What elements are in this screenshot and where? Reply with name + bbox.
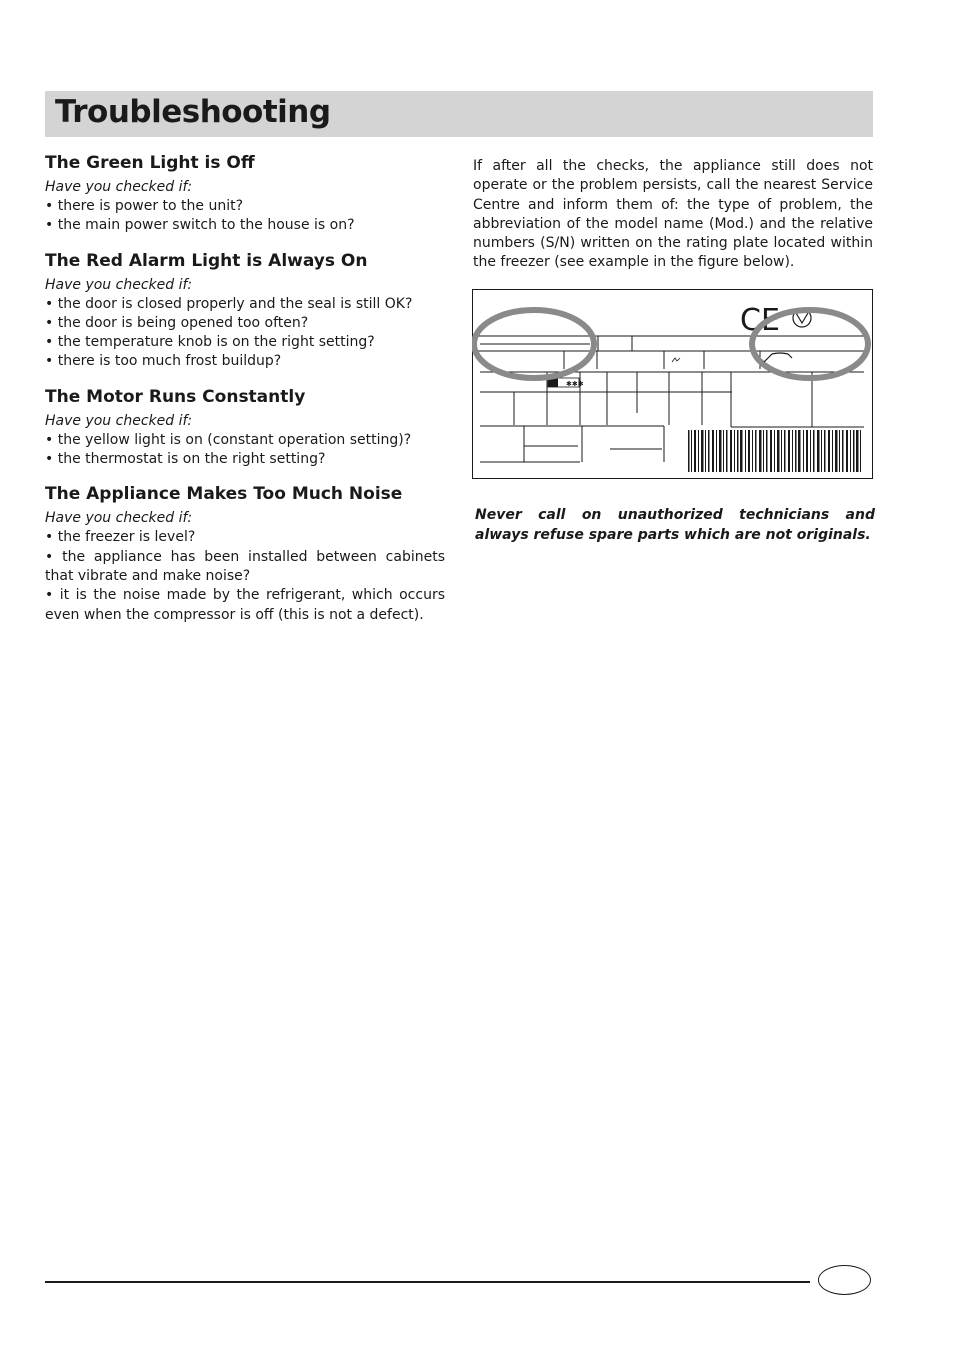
check-item: • the appliance has been installed between cabinets that vibrate and make noise? <box>45 548 445 584</box>
check-item: • the yellow light is on (constant operation setting)? <box>45 431 412 448</box>
rating-plate-figure <box>472 289 873 479</box>
check-item: • it is the noise made by the refrigerant, which occurs even when the compressor is off (this is not a defect). <box>45 587 445 623</box>
warning-note: Never call on unauthorized technicians and always refuse spare parts which are not originals. <box>475 507 875 543</box>
check-prompt: Have you checked if: <box>45 179 193 195</box>
section-heading: The Green Light is Off <box>45 153 255 173</box>
service-instructions: If after all the checks, the appliance still does not operate or the problem persists, call the nearest Service Centre and inform them of: the type of problem, the abbreviation of the model name (Mod.) and the relative numbers (S/N) written on the rating plate located within the freezer (see example in the figure below). <box>473 158 873 271</box>
ce-mark: CE <box>740 303 780 338</box>
section-motor <box>45 386 445 470</box>
troubleshooting-list <box>45 152 445 639</box>
section-green-light <box>45 152 445 236</box>
page-number-badge <box>818 1265 871 1295</box>
title-bar <box>45 91 873 137</box>
check-item: • the freezer is level? <box>45 529 196 546</box>
check-prompt: Have you checked if: <box>45 510 193 527</box>
section-heading: The Red Alarm Light is Always On <box>45 250 368 271</box>
footer-rule <box>45 1281 810 1283</box>
check-prompt: Have you checked if: <box>45 276 193 293</box>
check-item: • the main power switch to the house is on? <box>45 217 355 234</box>
check-item: • the door is closed properly and the seal is still OK? <box>45 295 413 312</box>
barcode <box>687 430 864 472</box>
check-prompt: Have you checked if: <box>45 412 193 429</box>
section-heading: The Appliance Makes Too Much Noise <box>45 484 403 505</box>
page-title: Troubleshooting <box>55 94 331 130</box>
check-item: • there is power to the unit? <box>45 198 244 214</box>
section-heading: The Motor Runs Constantly <box>45 386 306 407</box>
check-item: • the temperature knob is on the right setting? <box>45 334 375 351</box>
section-red-alarm <box>45 250 445 372</box>
check-item: • the door is being opened too often? <box>45 314 309 331</box>
check-item: • there is too much frost buildup? <box>45 353 282 370</box>
star-rating-label: ✱✱✱ <box>566 380 584 388</box>
check-item: • the thermostat is on the right setting? <box>45 451 326 468</box>
section-noise <box>45 483 445 624</box>
